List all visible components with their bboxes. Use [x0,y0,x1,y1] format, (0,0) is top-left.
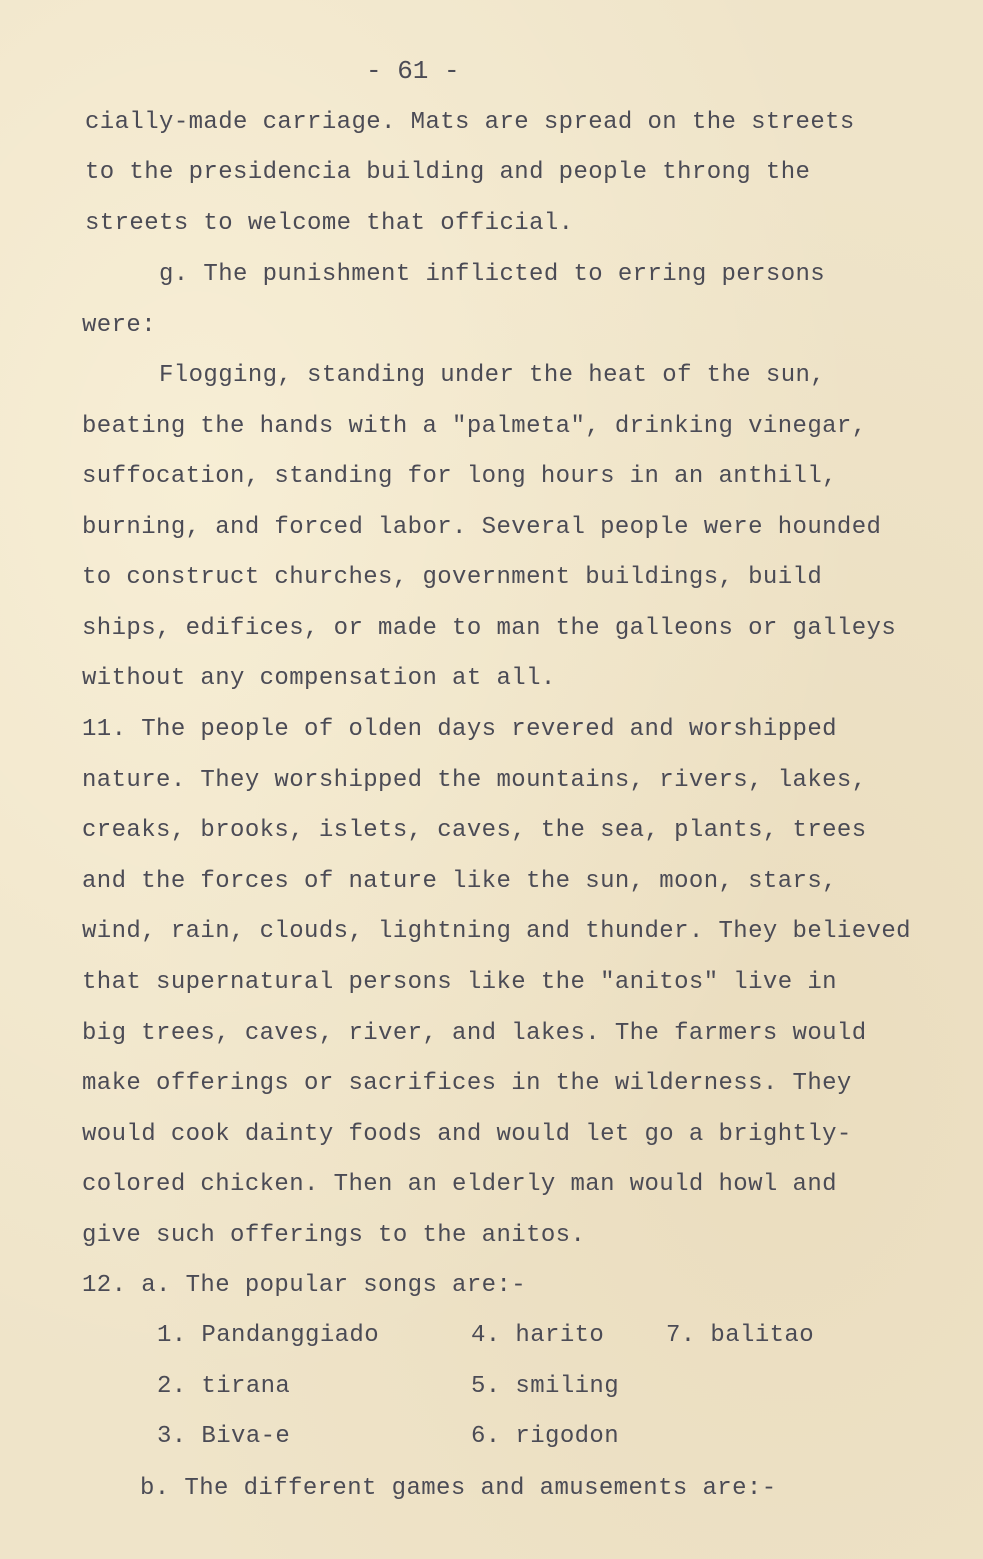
song-list-item: 6. rigodon [471,1423,620,1450]
text-line: were: [82,312,157,339]
text-line: g. The punishment inflicted to erring persons [159,261,826,288]
text-line: streets to welcome that official. [85,210,574,237]
text-line: nature. They worshipped the mountains, rivers, lakes, [82,767,867,794]
text-line: beating the hands with a "palmeta", drinking vinegar, [82,413,867,440]
text-line: without any compensation at all. [82,665,556,692]
text-line: cially-made carriage. Mats are spread on the streets [85,109,855,136]
text-line: that supernatural persons like the "anitos" live in [82,969,837,996]
song-list-item: 4. harito [471,1322,605,1349]
text-line: colored chicken. Then an elderly man would howl and [82,1171,837,1198]
text-line: 11. The people of olden days revered and worshipped [82,716,837,743]
text-line: ships, edifices, or made to man the galleons or galleys [82,615,897,642]
song-list-item: 3. Biva-e [157,1423,291,1450]
text-line: to construct churches, government buildings, build [82,564,823,591]
text-line: wind, rain, clouds, lightning and thunder. They believed [82,918,911,945]
text-line: b. The different games and amusements are:- [140,1475,777,1502]
text-line: make offerings or sacrifices in the wilderness. They [82,1070,852,1097]
song-list-item: 1. Pandanggiado [157,1322,380,1349]
text-line: to the presidencia building and people throng the [85,159,811,186]
text-line: 12. a. The popular songs are:- [82,1272,527,1299]
song-list-item: 7. balitao [666,1322,815,1349]
text-line: big trees, caves, river, and lakes. The farmers would [82,1020,867,1047]
song-list-item: 5. smiling [471,1373,620,1400]
text-line: creaks, brooks, islets, caves, the sea, plants, trees [82,817,867,844]
page-number: - 61 - [366,56,460,86]
text-line: suffocation, standing for long hours in an anthill, [82,463,837,490]
text-line: and the forces of nature like the sun, moon, stars, [82,868,837,895]
text-line: burning, and forced labor. Several people were hounded [82,514,882,541]
text-line: give such offerings to the anitos. [82,1222,586,1249]
text-line: would cook dainty foods and would let go a brightly- [82,1121,852,1148]
song-list-item: 2. tirana [157,1373,291,1400]
text-line: Flogging, standing under the heat of the sun, [159,362,826,389]
